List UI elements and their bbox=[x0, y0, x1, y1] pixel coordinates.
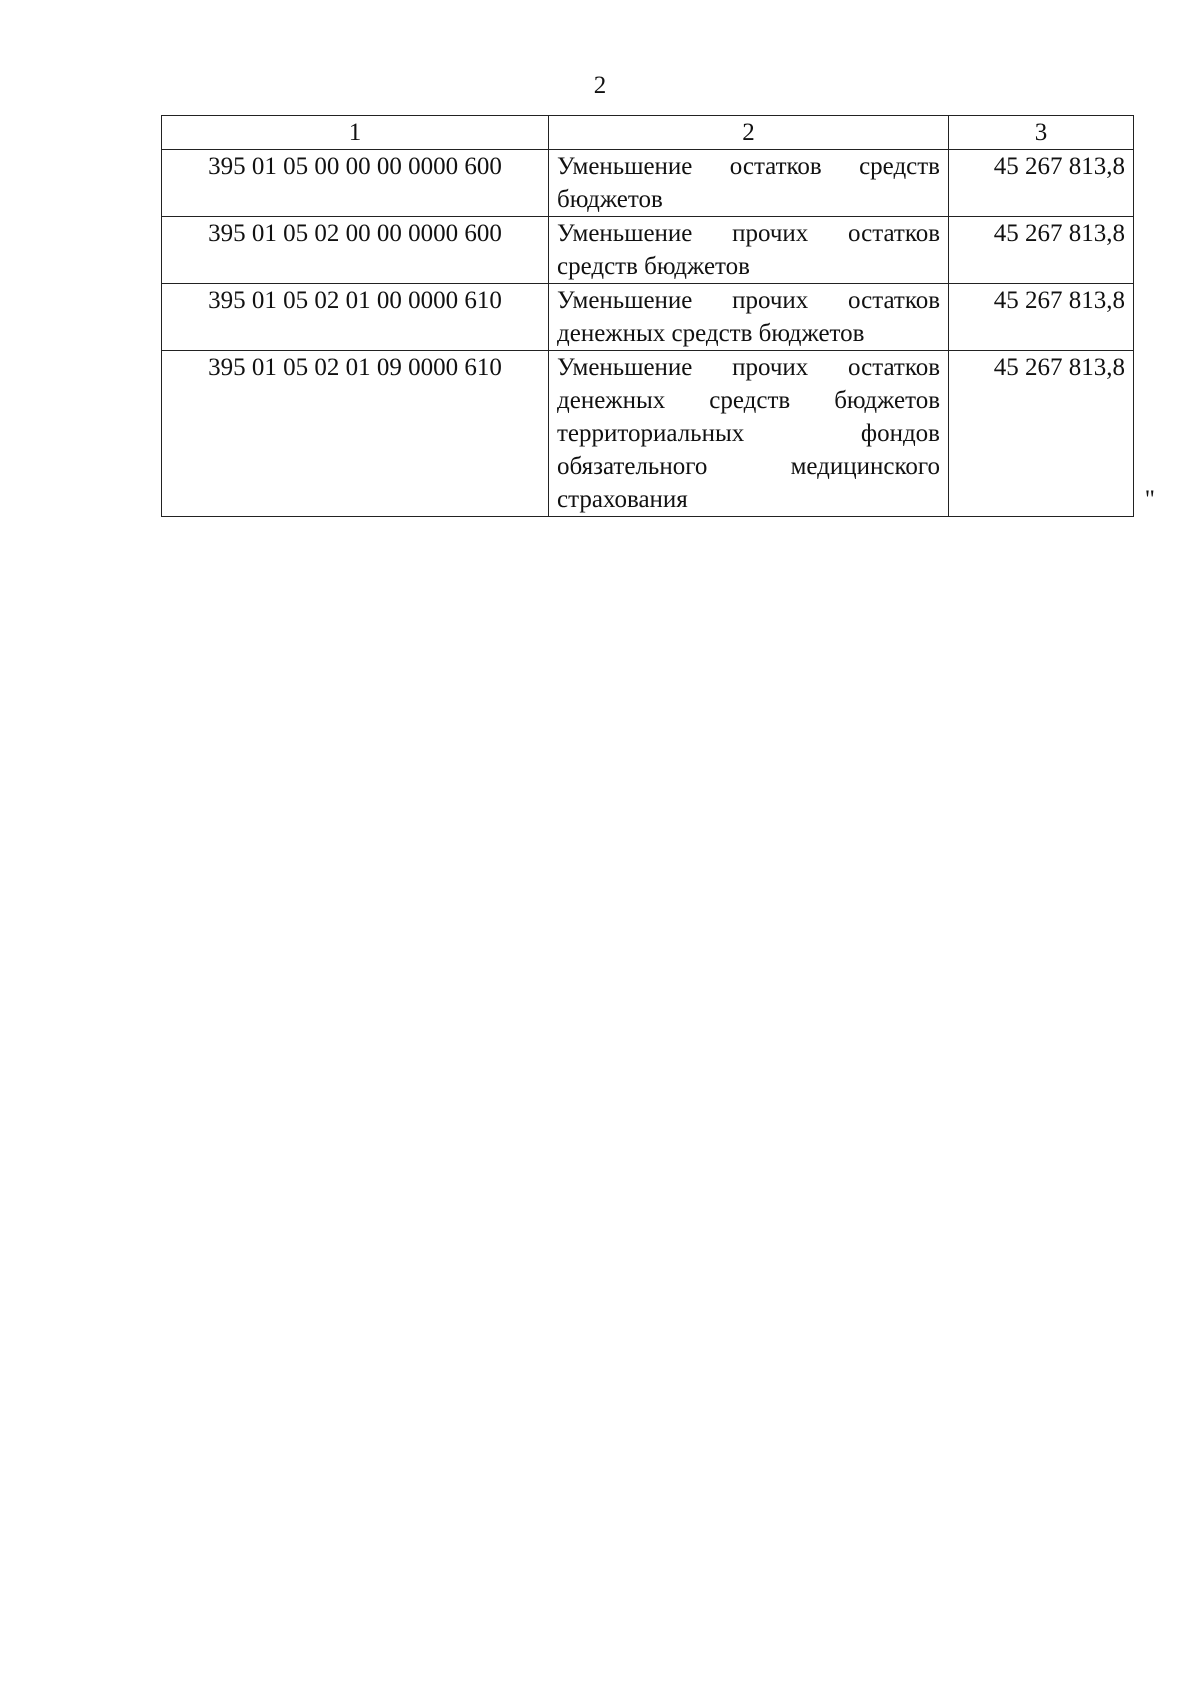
row-code: 395 01 05 02 01 00 0000 610 bbox=[162, 284, 549, 351]
row-description: Уменьшение остатков средств бюджетов bbox=[549, 150, 949, 217]
row-description: Уменьшение прочих остатков денежных средств бюджетов территориальных фондов обязательного медицинского страхования bbox=[549, 351, 949, 517]
column-header-1: 1 bbox=[162, 116, 549, 150]
row-amount: 45 267 813,8 bbox=[949, 284, 1134, 351]
row-amount: 45 267 813,8 bbox=[949, 217, 1134, 284]
table-row bbox=[162, 217, 1134, 284]
column-header-3: 3 bbox=[949, 116, 1134, 150]
table-header-row bbox=[162, 116, 1134, 150]
row-amount-cell bbox=[949, 351, 1155, 517]
row-amount: 45 267 813,8 bbox=[949, 150, 1134, 217]
row-amount: 45 267 813,8 bbox=[993, 354, 1125, 381]
row-code: 395 01 05 02 00 00 0000 600 bbox=[162, 217, 549, 284]
column-header-2: 2 bbox=[549, 116, 949, 150]
row-code: 395 01 05 00 00 00 0000 600 bbox=[162, 150, 549, 217]
page-number: 2 bbox=[593, 72, 607, 99]
closing-quote: " bbox=[1144, 486, 1155, 513]
table-row bbox=[162, 150, 1134, 217]
row-description: Уменьшение прочих остатков денежных средств бюджетов bbox=[549, 284, 949, 351]
table-row bbox=[162, 351, 1134, 517]
table-row bbox=[162, 284, 1134, 351]
budget-table bbox=[161, 115, 1155, 517]
row-description: Уменьшение прочих остатков средств бюджетов bbox=[549, 217, 949, 284]
row-code: 395 01 05 02 01 09 0000 610 bbox=[162, 351, 549, 517]
